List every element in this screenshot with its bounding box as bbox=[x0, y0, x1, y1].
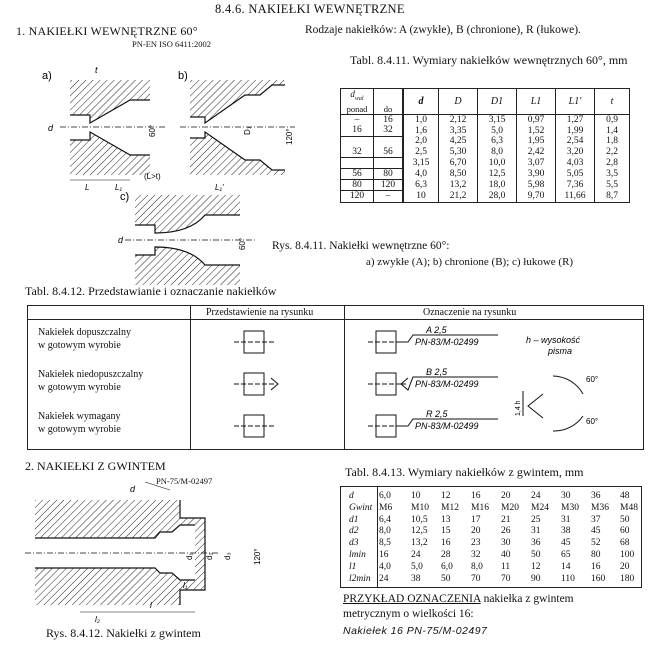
table3-cell: 21 bbox=[501, 514, 511, 525]
table3-cell: 24 bbox=[379, 573, 389, 584]
table3-cell: 45 bbox=[561, 538, 571, 549]
angle-bottom: 60° bbox=[586, 417, 599, 426]
table1-cell: 5,98 bbox=[517, 179, 556, 190]
fig-label-c: c) bbox=[120, 191, 130, 203]
table3-cell: 6,0 bbox=[379, 491, 391, 501]
table3-cell: 160 bbox=[591, 573, 606, 584]
table1-cell: 1,27 bbox=[556, 115, 595, 126]
table3-cell: 30 bbox=[501, 538, 511, 549]
table3-cell: M20 bbox=[501, 502, 519, 513]
svg-text:60°: 60° bbox=[148, 124, 157, 137]
th-do: do bbox=[374, 89, 404, 115]
table1-cell: 4,25 bbox=[439, 136, 478, 146]
rys1-legend: a) zwykłe (A); b) chronione (B); c) łukowe (R) bbox=[366, 256, 574, 268]
center-hole-drawings bbox=[40, 55, 310, 290]
table2-col1: Przedstawienie na rysunku bbox=[206, 307, 314, 318]
table3-label: Gwint bbox=[349, 502, 373, 513]
part1-heading: 1. NAKIEŁKI WEWNĘTRZNE 60° bbox=[16, 24, 198, 38]
table1-do: 80 bbox=[374, 168, 404, 179]
table3-cell: M10 bbox=[411, 502, 429, 513]
table1-row bbox=[341, 158, 630, 168]
th-L1p: L1' bbox=[556, 89, 595, 115]
table1 bbox=[340, 88, 630, 203]
table3-cell: 13 bbox=[441, 514, 451, 525]
table3-cell: 10,5 bbox=[411, 514, 428, 525]
svg-text:L₁: L₁ bbox=[115, 183, 122, 192]
drawing-a bbox=[70, 80, 150, 175]
threaded-hole-drawing bbox=[20, 480, 320, 625]
table1-ponad: 56 bbox=[341, 168, 374, 179]
table3-cell: 8,5 bbox=[379, 538, 391, 549]
svg-text:120°: 120° bbox=[253, 548, 262, 565]
table3-cell: 70 bbox=[501, 573, 511, 584]
table1-row bbox=[341, 191, 630, 202]
table3-label: l1 bbox=[349, 561, 357, 572]
table3-cell: M12 bbox=[441, 502, 459, 513]
table1-cell: 8,7 bbox=[595, 191, 630, 202]
table1-cell: 9,70 bbox=[517, 191, 556, 202]
table3-cell: 31 bbox=[531, 526, 541, 537]
table3-cell: 38 bbox=[561, 526, 571, 537]
table3-cell: 5,0 bbox=[411, 561, 423, 572]
row3-mark: R 2,5 bbox=[426, 409, 448, 419]
table3-cell: 16 bbox=[441, 538, 451, 549]
table1-cell: 11,66 bbox=[556, 191, 595, 202]
th-D1: D1 bbox=[478, 89, 517, 115]
table3-cell: 48 bbox=[620, 491, 630, 501]
table3-cell: 25 bbox=[531, 514, 541, 525]
table3-cell: 30 bbox=[561, 491, 571, 501]
table1-cell: 2,8 bbox=[595, 158, 630, 168]
svg-text:d: d bbox=[48, 123, 54, 133]
table1-cell: 3,5 bbox=[595, 168, 630, 179]
table1-cell: 5,30 bbox=[439, 147, 478, 158]
table1-ponad: 80 bbox=[341, 179, 374, 190]
th-D: D bbox=[439, 89, 478, 115]
h-label: 1,4 h bbox=[515, 400, 522, 416]
table1-row bbox=[341, 136, 630, 146]
table1-cell: 4,0 bbox=[403, 168, 439, 179]
table1-caption: Tabl. 8.4.11. Wymiary nakiełków wewnętrznych 60°, mm bbox=[350, 53, 628, 67]
note-pisma: pisma bbox=[548, 346, 573, 356]
table1-ponad: – bbox=[341, 115, 374, 126]
row1-mark: A 2,5 bbox=[426, 325, 447, 335]
table3-cell: 8,0 bbox=[379, 526, 391, 537]
table1-do: 120 bbox=[374, 179, 404, 190]
row2-norm: PN-83/M-02499 bbox=[415, 379, 479, 389]
table1-cell: 12,5 bbox=[478, 168, 517, 179]
table1-ponad: 32 bbox=[341, 147, 374, 158]
table1-cell: 2,5 bbox=[403, 147, 439, 158]
fig-label-a: a) bbox=[42, 70, 52, 82]
table1-cell: 1,0 bbox=[403, 115, 439, 126]
table3-cell: 12 bbox=[531, 561, 541, 572]
th-d: d bbox=[403, 89, 439, 115]
table3-cell: 6,4 bbox=[379, 514, 391, 525]
table1-do: 56 bbox=[374, 147, 404, 158]
table3-cell: 37 bbox=[591, 514, 601, 525]
table3-cell: 60 bbox=[620, 526, 630, 537]
table1-cell: 1,8 bbox=[595, 136, 630, 146]
table3-caption: Tabl. 8.4.13. Wymiary nakiełków z gwintem, mm bbox=[345, 465, 584, 479]
table2-col2: Oznaczenie na rysunku bbox=[423, 307, 517, 318]
table3-cell: 36 bbox=[531, 538, 541, 549]
svg-text:t: t bbox=[95, 65, 98, 75]
table3-cell: 68 bbox=[620, 538, 630, 549]
table3-cell: 10 bbox=[411, 491, 421, 501]
row2-label: Nakiełek niedopuszczalny w gotowym wyrobie bbox=[38, 369, 144, 393]
example-text2: metrycznym o wielkości 16: bbox=[343, 608, 474, 620]
table3-cell: 90 bbox=[531, 573, 541, 584]
table2 bbox=[27, 305, 644, 450]
table1-ponad: 120 bbox=[341, 191, 374, 202]
table2-caption: Tabl. 8.4.12. Przedstawianie i oznaczanie nakiełków bbox=[25, 284, 277, 298]
table3-cell: 50 bbox=[620, 514, 630, 525]
table1-row bbox=[341, 115, 630, 126]
table3-cell: 15 bbox=[441, 526, 451, 537]
table3-label: d2 bbox=[349, 526, 359, 537]
table3-cell: M6 bbox=[379, 502, 393, 513]
table1-row bbox=[341, 147, 630, 158]
table3-label: d1 bbox=[349, 514, 359, 525]
table3-cell: M36 bbox=[591, 502, 609, 513]
table1-ponad bbox=[341, 136, 374, 146]
table3-cell: 26 bbox=[501, 526, 511, 537]
table3-cell: 12,5 bbox=[411, 526, 428, 537]
table3-cell: 45 bbox=[591, 526, 601, 537]
table1-row bbox=[341, 179, 630, 190]
table1-cell: 1,6 bbox=[403, 125, 439, 136]
part1-norm: PN-EN ISO 6411:2002 bbox=[132, 39, 212, 49]
svg-text:l: l bbox=[150, 601, 152, 610]
drawing-b bbox=[190, 80, 285, 175]
example bbox=[343, 592, 574, 622]
table3-cell: 13,2 bbox=[411, 538, 428, 549]
svg-text:d: d bbox=[118, 235, 124, 245]
table3-cell: 50 bbox=[441, 573, 451, 584]
table3-cell: 24 bbox=[411, 550, 421, 560]
table1-row bbox=[341, 168, 630, 179]
svg-text:60°: 60° bbox=[238, 237, 247, 250]
table3-cell: 20 bbox=[620, 561, 630, 572]
table3-cell: 40 bbox=[501, 550, 511, 560]
table3-cell: 16 bbox=[471, 491, 481, 501]
table3-cell: 12 bbox=[441, 491, 451, 501]
table1-cell: 6,3 bbox=[478, 136, 517, 146]
table1-cell: 6,70 bbox=[439, 158, 478, 168]
svg-text:l₂: l₂ bbox=[95, 615, 100, 624]
table1-cell: 13,2 bbox=[439, 179, 478, 190]
table1-do bbox=[374, 158, 404, 168]
table1-do: – bbox=[374, 191, 404, 202]
table1-cell: 4,03 bbox=[556, 158, 595, 168]
table1-ponad: 16 bbox=[341, 125, 374, 136]
svg-text:d₁: d₁ bbox=[185, 552, 194, 560]
row2-mark: B 2,5 bbox=[426, 367, 448, 377]
table3-cell: 4,0 bbox=[379, 561, 391, 572]
table3-label: d3 bbox=[349, 538, 359, 549]
row3-label: Nakiełek wymagany w gotowym wyrobie bbox=[38, 411, 121, 435]
table1-do bbox=[374, 136, 404, 146]
table3-cell: 14 bbox=[561, 561, 571, 572]
table3-cell: M16 bbox=[471, 502, 489, 513]
table1-cell: 6,3 bbox=[403, 179, 439, 190]
svg-text:d₃: d₃ bbox=[223, 552, 232, 560]
table1-cell: 1,99 bbox=[556, 125, 595, 136]
example-designation: Nakiełek 16 PN-75/M-02497 bbox=[343, 625, 488, 637]
table1-cell: 28,0 bbox=[478, 191, 517, 202]
table3-cell: 16 bbox=[591, 561, 601, 572]
table1-cell: 2,42 bbox=[517, 147, 556, 158]
table3-cell: 24 bbox=[531, 491, 541, 501]
table1-do: 16 bbox=[374, 115, 404, 126]
table3-cell: 38 bbox=[411, 573, 421, 584]
table1-cell: 1,52 bbox=[517, 125, 556, 136]
part2-heading: 2. NAKIEŁKI Z GWINTEM bbox=[25, 459, 166, 473]
table3-cell: M30 bbox=[561, 502, 579, 513]
table1-cell: 5,5 bbox=[595, 179, 630, 190]
table1-cell: 1,4 bbox=[595, 125, 630, 136]
svg-text:l₁: l₁ bbox=[183, 581, 188, 590]
row3-norm: PN-83/M-02499 bbox=[415, 421, 479, 431]
table1-cell: 0,97 bbox=[517, 115, 556, 126]
th-t: t bbox=[595, 89, 630, 115]
svg-text:L₁': L₁' bbox=[215, 183, 224, 192]
rys1-caption: Rys. 8.4.11. Nakiełki wewnętrzne 60°: bbox=[272, 240, 450, 252]
table1-cell: 2,12 bbox=[439, 115, 478, 126]
table3 bbox=[340, 486, 642, 588]
example-text1: nakiełka z gwintem bbox=[480, 593, 574, 605]
table1-cell: 2,54 bbox=[556, 136, 595, 146]
table3-cell: 80 bbox=[591, 550, 601, 560]
table1-cell: 3,35 bbox=[439, 125, 478, 136]
table1-body bbox=[341, 115, 630, 203]
table1-cell: 3,90 bbox=[517, 168, 556, 179]
table1-cell: 7,36 bbox=[556, 179, 595, 190]
table1-cell: 2,2 bbox=[595, 147, 630, 158]
table3-cell: 6,0 bbox=[441, 561, 453, 572]
table1-cell: 8,50 bbox=[439, 168, 478, 179]
table1-cell: 10 bbox=[403, 191, 439, 202]
table1-cell: 1,95 bbox=[517, 136, 556, 146]
svg-text:d: d bbox=[130, 484, 136, 494]
table3-cell: 17 bbox=[471, 514, 481, 525]
table3-cell: 23 bbox=[471, 538, 481, 549]
table1-do: 32 bbox=[374, 125, 404, 136]
table1-cell: 0,9 bbox=[595, 115, 630, 126]
table3-cell: 100 bbox=[620, 550, 635, 560]
example-title: PRZYKŁAD OZNACZENIA bbox=[343, 593, 481, 605]
part2-norm: PN-75/M-02497 bbox=[156, 476, 213, 486]
table3-cell: 180 bbox=[620, 573, 635, 584]
row1-label: Nakiełek dopuszczalny w gotowym wyrobie bbox=[38, 327, 132, 351]
section-title: 8.4.6. NAKIEŁKI WEWNĘTRZNE bbox=[215, 2, 405, 16]
table3-cell: 52 bbox=[591, 538, 601, 549]
table3-cell: M24 bbox=[531, 502, 549, 513]
table1-cell: 10,0 bbox=[478, 158, 517, 168]
table1-cell: 5,0 bbox=[478, 125, 517, 136]
table1-cell: 3,20 bbox=[556, 147, 595, 158]
table1-row bbox=[341, 125, 630, 136]
table1-cell: 18,0 bbox=[478, 179, 517, 190]
table3-cell: 20 bbox=[471, 526, 481, 537]
table3-cell: 36 bbox=[591, 491, 601, 501]
th-L1: L1 bbox=[517, 89, 556, 115]
rys2-caption: Rys. 8.4.12. Nakiełki z gwintem bbox=[46, 626, 201, 640]
table3-cell: 50 bbox=[531, 550, 541, 560]
fig-label-b: b) bbox=[178, 70, 188, 82]
table1-cell: 5,05 bbox=[556, 168, 595, 179]
table3-label: d bbox=[349, 491, 354, 501]
svg-text:d₂: d₂ bbox=[205, 552, 214, 560]
note-h: h – wysokość bbox=[526, 335, 581, 345]
table3-cell: 20 bbox=[501, 491, 511, 501]
table1-ponad bbox=[341, 158, 374, 168]
th-ponad: $d_{wal}$ ponad bbox=[341, 89, 374, 115]
table3-cell: 65 bbox=[561, 550, 571, 560]
table3-label: lmin bbox=[349, 550, 366, 560]
table3-cell: 28 bbox=[441, 550, 451, 560]
table3-cell: 16 bbox=[379, 550, 389, 560]
kinds-text: Rodzaje nakiełków: A (zwykłe), B (chronione), R (łukowe). bbox=[305, 24, 581, 36]
table1-cell: 3,15 bbox=[403, 158, 439, 168]
table3-cell: 32 bbox=[471, 550, 481, 560]
angle-top: 60° bbox=[586, 375, 599, 384]
table1-cell: 21,2 bbox=[439, 191, 478, 202]
table1-cell: 3,07 bbox=[517, 158, 556, 168]
table3-cell: 8,0 bbox=[471, 561, 483, 572]
svg-text:120°: 120° bbox=[285, 128, 294, 145]
table1-cell: 2,0 bbox=[403, 136, 439, 146]
table3-cell: 70 bbox=[471, 573, 481, 584]
table3-cell: 11 bbox=[501, 561, 511, 572]
row1-norm: PN-83/M-02499 bbox=[415, 337, 479, 347]
table2-symbols bbox=[28, 306, 643, 449]
svg-text:D₁: D₁ bbox=[243, 126, 252, 135]
table1-cell: 8,0 bbox=[478, 147, 517, 158]
table1-cell: 3,15 bbox=[478, 115, 517, 126]
table3-cell: 31 bbox=[561, 514, 571, 525]
svg-text:L: L bbox=[85, 183, 90, 192]
table3-cell: 110 bbox=[561, 573, 575, 584]
svg-text:(L>t): (L>t) bbox=[144, 172, 161, 181]
table3-label: l2min bbox=[349, 573, 371, 584]
table3-cell: M48 bbox=[620, 502, 638, 513]
